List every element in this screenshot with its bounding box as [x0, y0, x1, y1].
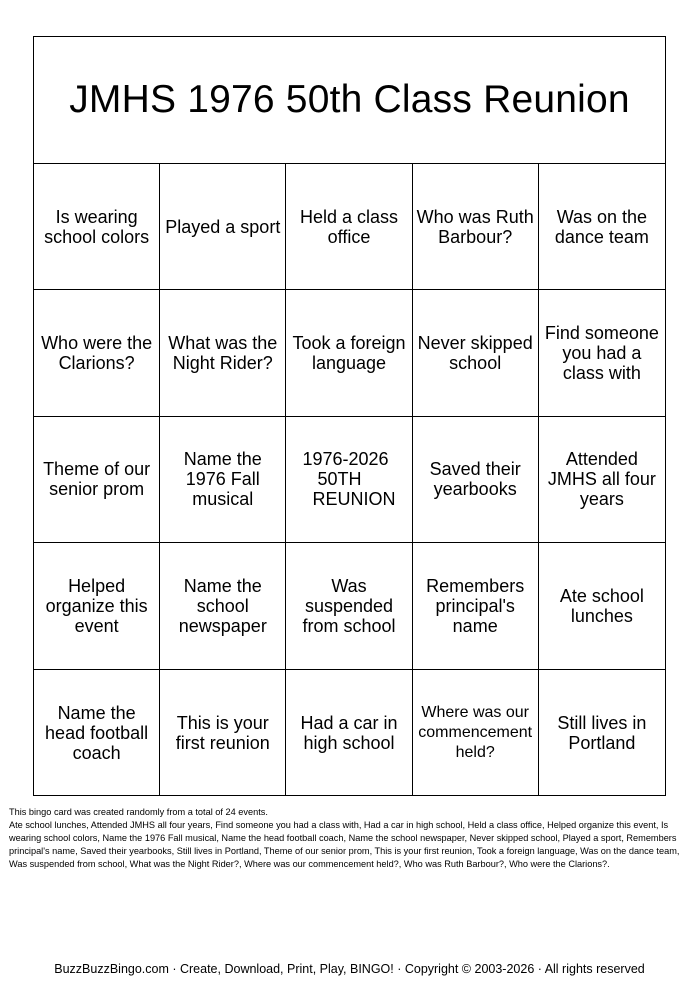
- bingo-cell: What was the Night Rider?: [160, 290, 286, 416]
- bingo-cell: Played a sport: [160, 164, 286, 290]
- bingo-cell: Held a class office: [286, 164, 412, 290]
- site-footer: BuzzBuzzBingo.com · Create, Download, Print, Play, BINGO! · Copyright © 2003-2026 · All rights reserved: [54, 962, 645, 976]
- free-space-cell: 1976-2026 50TH REUNION: [286, 417, 412, 543]
- bingo-cell: Attended JMHS all four years: [539, 417, 665, 543]
- bingo-cell: Had a car in high school: [286, 670, 412, 796]
- bingo-cell: Ate school lunches: [539, 543, 665, 669]
- card-title: JMHS 1976 50th Class Reunion: [34, 37, 665, 164]
- bingo-cell: Is wearing school colors: [34, 164, 160, 290]
- bingo-cell: Find someone you had a class with: [539, 290, 665, 416]
- bingo-cell: Saved their yearbooks: [413, 417, 539, 543]
- bingo-cell: Was suspended from school: [286, 543, 412, 669]
- bingo-cell: Took a foreign language: [286, 290, 412, 416]
- bingo-cell: Was on the dance team: [539, 164, 665, 290]
- bingo-cell: Name the 1976 Fall musical: [160, 417, 286, 543]
- event-count-note: This bingo card was created randomly from a total of 24 events.: [9, 807, 268, 817]
- bingo-cell: Who were the Clarions?: [34, 290, 160, 416]
- bingo-cell: Remembers principal's name: [413, 543, 539, 669]
- bingo-cell: Where was our commencement held?: [413, 670, 539, 796]
- bingo-cell: Still lives in Portland: [557, 712, 647, 753]
- bingo-cell: Helped organize this event: [34, 543, 160, 669]
- bingo-card: [33, 36, 666, 796]
- bingo-cell: This is your first reunion: [160, 670, 286, 796]
- bingo-cell: Who was Ruth Barbour?: [413, 164, 539, 290]
- bingo-cell: Name the school newspaper: [160, 543, 286, 669]
- bingo-grid: [34, 164, 665, 796]
- bingo-cell: Theme of our senior prom: [34, 417, 160, 543]
- card-info: [9, 806, 691, 871]
- bingo-cell: Name the head football coach: [34, 670, 160, 796]
- event-list: Ate school lunches, Attended JMHS all four years, Find someone you had a class with, Had a car in high school, Held a class office, Helped organize this event, Is wearing school colors, Name the 1976 Fall musical, Name the head football coach, Name the school newspaper, Never skipped school, Played a sport, Remembers principal's name, Saved their yearbooks, Still lives in Portland, Theme of our senior prom, This is your first reunion, Took a foreign language, Was on the dance team, Was suspended from school, What was the Night Rider?, Where was our commencement held?, Who was Ruth Barbour?, Who were the Clarions?.: [9, 820, 680, 869]
- bingo-cell: Never skipped school: [413, 290, 539, 416]
